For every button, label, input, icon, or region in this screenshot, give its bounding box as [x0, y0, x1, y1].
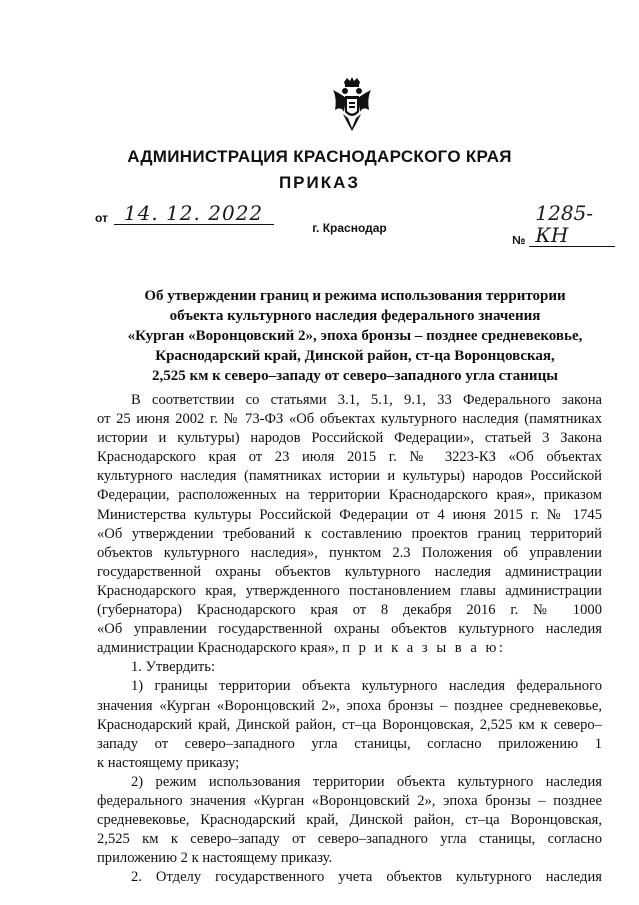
heading-line: Краснодарский край, Динской район, ст-ца Воронцовская,	[155, 348, 555, 364]
heading-line: 2,525 км к северо–западу от северо–западного угла станицы	[152, 368, 558, 384]
body-line: 2. Отделу государственного учета объектов культурного наследия	[131, 869, 602, 886]
body-line: средневековье, Краснодарский край, Динской район, ст–ца Воронцовская,	[97, 812, 602, 829]
body-line: В соответствии со статьями 3.1, 5.1, 9.1, 33 Федерального закона	[131, 392, 602, 408]
document-heading	[95, 286, 615, 386]
organization-title: АДМИНИСТРАЦИЯ КРАСНОДАРСКОГО КРАЯ	[127, 147, 512, 166]
body-line: Федерации, расположенных на территории Краснодарского края», приказом	[97, 487, 602, 504]
body-line-text: администрации Краснодарского края»,	[97, 640, 339, 657]
coat-of-arms-icon	[331, 76, 373, 132]
body-line: 1) границы территории объекта культурного наследия федерального	[131, 678, 602, 695]
body-line: «Об утверждении требований к составлению проектов границ территорий	[97, 525, 602, 542]
city-label: г. Краснодар	[312, 221, 387, 235]
document-type: ПРИКАЗ	[278, 173, 361, 192]
body-line: объектов культурного наследия», пунктом 2.3 Положения об управлении	[97, 544, 602, 561]
number-handwritten-value: 1285-КН	[529, 202, 615, 247]
body-line: Краснодарский край, Динской район, ст–ца Воронцовская, 2,525 км к северо–	[97, 716, 602, 733]
body-line	[97, 639, 602, 658]
body-line: государственной охраны объектов культурного наследия администрации	[97, 563, 602, 580]
body-line: 2,525 км к северо–западу от северо–западного угла станицы, согласно	[97, 831, 602, 848]
body-line: 2) режим использования территории объекта культурного наследия	[131, 773, 602, 790]
body-line: истории и культуры) народов Российской Федерации», статьей 3 Закона	[97, 430, 602, 447]
date-prefix: от	[95, 211, 108, 225]
body-line: к настоящему приказу;	[97, 754, 240, 771]
document-body	[97, 391, 602, 887]
body-line: федерального значения «Курган «Воронцовский 2», эпоха бронзы – позднее	[97, 792, 602, 809]
body-line: (губернатора) Краснодарского края от 8 декабря 2016 г. № 1000	[97, 602, 602, 619]
heading-line: «Курган «Воронцовский 2», эпоха бронзы – позднее средневековье,	[127, 328, 583, 344]
heading-line: Об утверждении границ и режима использования территории	[144, 288, 566, 304]
body-line: Министерства культуры Российской Федерации от 4 июня 2015 г. № 1745	[97, 506, 602, 523]
body-line: культурного наследия (памятниках истории и культуры) народов Российской	[97, 468, 602, 485]
date-handwritten-value: 14. 12. 2022	[114, 202, 274, 225]
order-word: п р и к а з ы в а ю:	[342, 640, 506, 657]
body-line: «Об управлении государственной охраны объектов культурного наследия	[97, 621, 602, 638]
body-line: значения «Курган «Воронцовский 2», эпоха бронзы – позднее средневековье,	[97, 697, 602, 714]
heading-line: объекта культурного наследия федерального значения	[169, 308, 541, 324]
body-line: западу от северо–западного угла станицы, согласно приложению 1	[97, 735, 602, 752]
body-line: Краснодарского края, утвержденного постановлением главы администрации	[97, 582, 602, 599]
number-prefix: №	[512, 233, 526, 247]
body-line: 1. Утвердить:	[131, 659, 216, 676]
body-line: от 25 июня 2002 г. № 73-ФЗ «Об объектах культурного наследия (памятниках	[97, 411, 602, 428]
body-line: Краснодарского края от 23 июля 2015 г. № 3223-КЗ «Об объектах	[97, 449, 602, 466]
body-line: приложению 2 к настоящему приказу.	[97, 850, 333, 867]
